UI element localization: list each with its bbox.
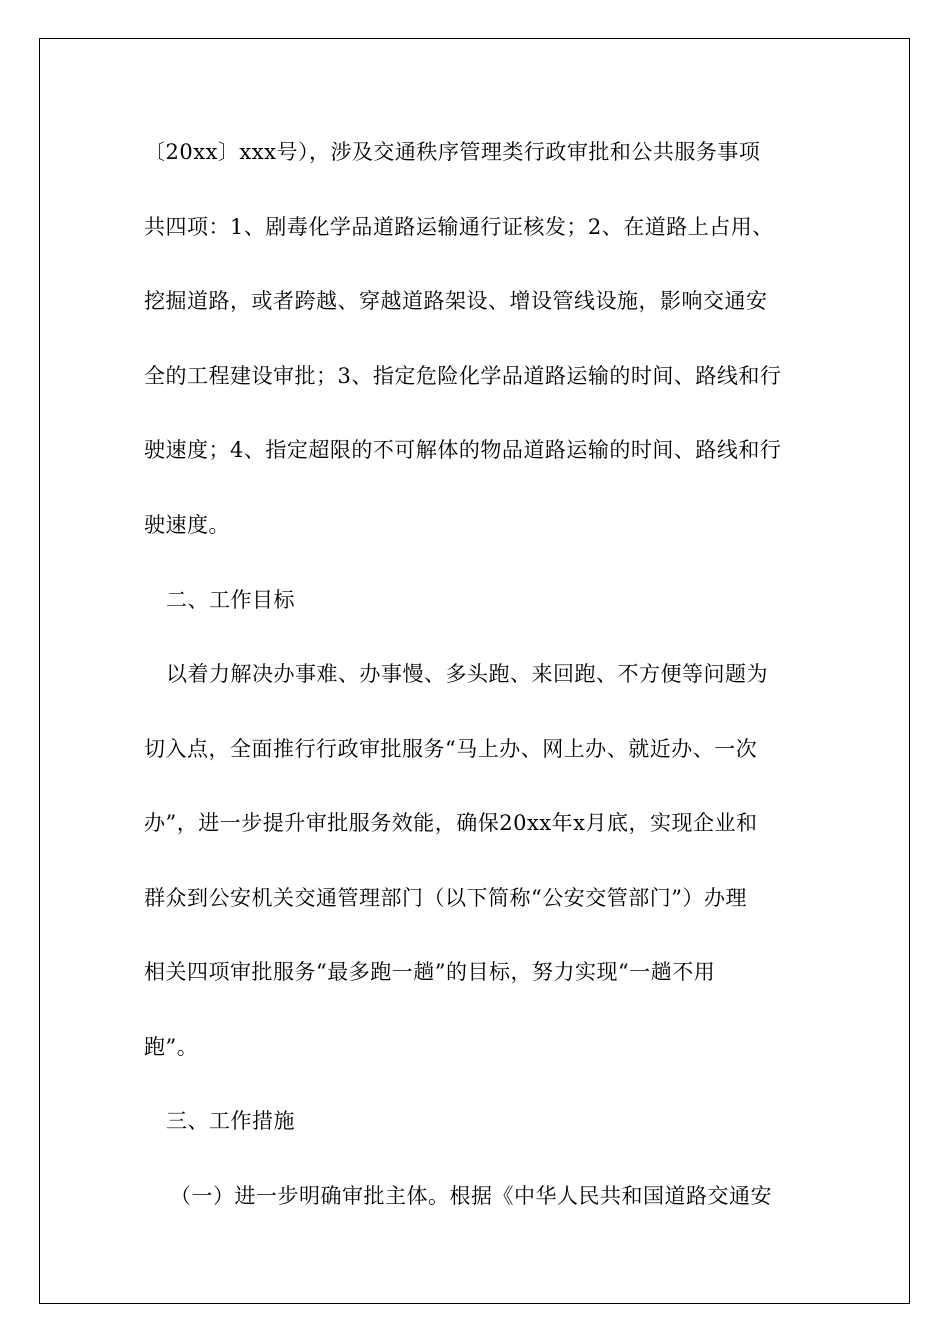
paragraph-line: （一）进一步明确审批主体。根据《中华人民共和国道路交通安: [170, 1184, 772, 1208]
paragraph-line: 驶速度。: [144, 513, 230, 537]
paragraph-line: 共四项：1、剧毒化学品道路运输通行证核发；2、在道路上占用、: [144, 215, 774, 239]
paragraph-line: 相关四项审批服务“最多跑一趟”的目标，努力实现“一趟不用: [144, 960, 716, 984]
section-heading: 二、工作目标: [166, 588, 295, 612]
section-heading: 三、工作措施: [166, 1109, 295, 1133]
paragraph-line: 群众到公安机关交通管理部门（以下简称“公安交管部门”）办理: [144, 886, 747, 910]
paragraph-line: 挖掘道路，或者跨越、穿越道路架设、增设管线设施，影响交通安: [144, 289, 768, 313]
paragraph-line: 〔20xx〕xxx号），涉及交通秩序管理类行政审批和公共服务事项: [144, 140, 761, 164]
paragraph-line: 跑”。: [144, 1035, 199, 1059]
paragraph-line: 全的工程建设审批；3、指定危险化学品道路运输的时间、路线和行: [144, 364, 782, 388]
paragraph-line: 办”，进一步提升审批服务效能，确保20xx年x月底，实现企业和: [144, 811, 758, 835]
paragraph-line: 以着力解决办事难、办事慢、多头跑、来回跑、不方便等问题为: [166, 662, 768, 686]
paragraph-line: 切入点，全面推行行政审批服务“马上办、网上办、就近办、一次: [144, 737, 758, 761]
paragraph-line: 驶速度；4、指定超限的不可解体的物品道路运输的时间、路线和行: [144, 438, 782, 462]
